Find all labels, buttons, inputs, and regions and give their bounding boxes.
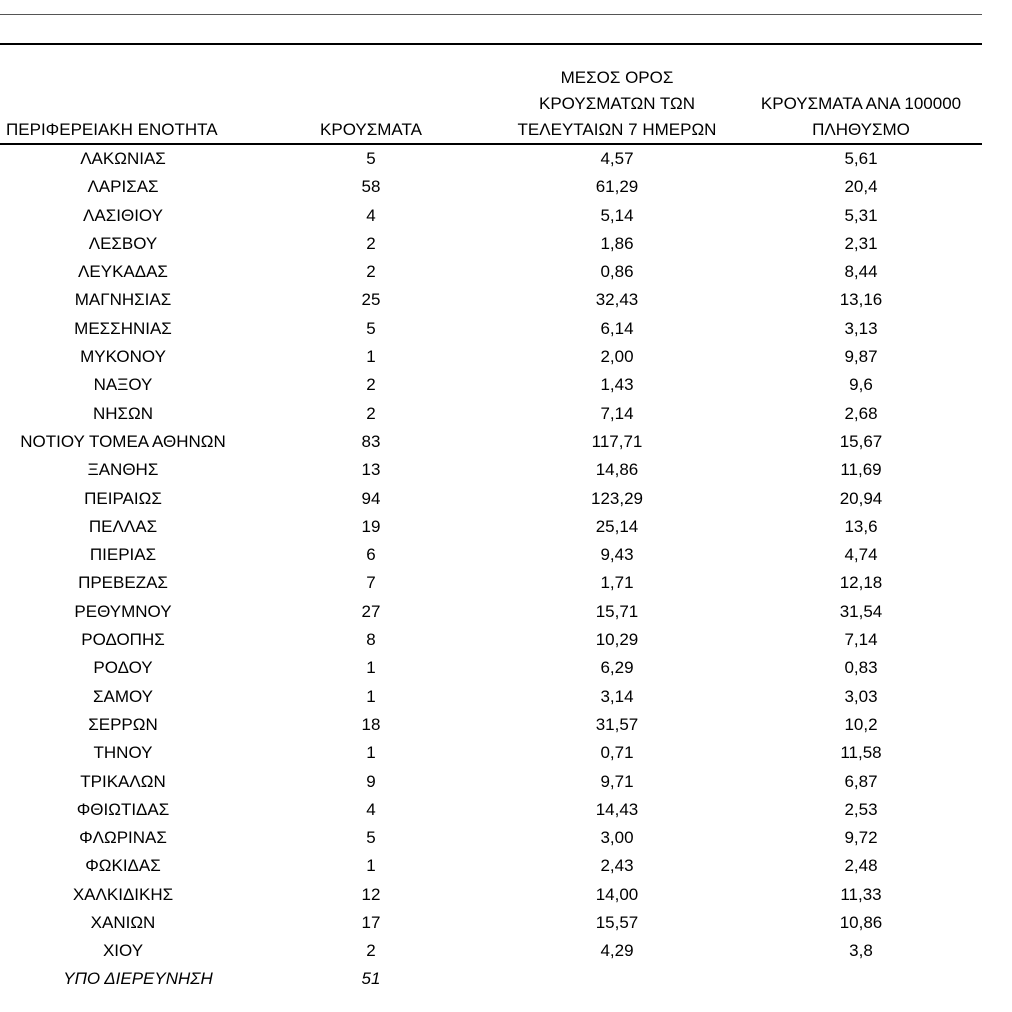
cell-avg: 25,14 bbox=[595, 516, 639, 536]
table-row-under-investigation bbox=[0, 965, 982, 993]
cell-cases: 17 bbox=[361, 913, 381, 933]
table-row bbox=[0, 230, 982, 258]
cell-cases: 5 bbox=[366, 828, 376, 848]
cell-cases: 2 bbox=[366, 233, 376, 253]
header-top-divider bbox=[0, 43, 982, 45]
cell-cases: 8 bbox=[366, 630, 376, 650]
cell-per100k: 4,74 bbox=[844, 545, 878, 565]
cell-region: ΤΡΙΚΑΛΩΝ bbox=[80, 771, 166, 791]
cell-region: ΝΗΣΩΝ bbox=[92, 403, 154, 423]
header-per100k-line-2: ΠΛΗΘΥΣΜΟ bbox=[812, 120, 910, 139]
cell-region: ΝΑΞΟΥ bbox=[93, 375, 153, 395]
cell-per100k: 3,8 bbox=[849, 941, 873, 961]
cell-region: ΧΙΟΥ bbox=[102, 941, 144, 961]
table-row bbox=[0, 768, 982, 796]
cell-per100k: 5,61 bbox=[844, 149, 878, 168]
cell-cases: 18 bbox=[361, 714, 381, 734]
table-row bbox=[0, 173, 982, 201]
cell-per100k: 7,14 bbox=[844, 630, 878, 650]
cell-per100k: 11,69 bbox=[840, 460, 882, 480]
cell-region: ΜΥΚΟΝΟΥ bbox=[80, 347, 166, 367]
cell-per100k: 10,2 bbox=[844, 714, 878, 734]
cell-region: ΡΟΔΟΥ bbox=[93, 658, 153, 678]
cell-avg: 1,86 bbox=[600, 233, 634, 253]
table-row bbox=[0, 400, 982, 428]
table-row bbox=[0, 428, 982, 456]
cell-region: ΧΑΝΙΩΝ bbox=[90, 913, 156, 933]
cell-avg: 15,71 bbox=[595, 601, 639, 621]
cell-cases: 4 bbox=[366, 205, 376, 225]
cell-avg: 6,14 bbox=[600, 318, 634, 338]
cell-region: ΜΕΣΣΗΝΙΑΣ bbox=[74, 318, 172, 338]
cell-per100k: 2,53 bbox=[844, 799, 878, 819]
cell-cases: 83 bbox=[361, 431, 381, 451]
cell-per100k: 13,6 bbox=[844, 516, 878, 536]
header-region: ΠΕΡΙΦΕΡΕΙΑΚΗ ΕΝΟΤΗΤΑ bbox=[6, 120, 218, 139]
cell-per100k: 0,83 bbox=[844, 658, 878, 678]
cell-avg: 14,00 bbox=[595, 884, 639, 904]
header-seven-day-average bbox=[497, 65, 737, 143]
cell-per100k: 2,68 bbox=[844, 403, 878, 423]
cell-per100k: 2,31 bbox=[844, 233, 878, 253]
cell-avg: 6,29 bbox=[600, 658, 634, 678]
cell-region: ΠΙΕΡΙΑΣ bbox=[89, 545, 157, 565]
cell-region: ΝΟΤΙΟΥ ΤΟΜΕΑ ΑΘΗΝΩΝ bbox=[20, 431, 226, 451]
cell-region: ΠΕΙΡΑΙΩΣ bbox=[84, 488, 162, 508]
header-avg-line-1: ΜΕΣΟΣ ΟΡΟΣ bbox=[560, 68, 674, 87]
cell-avg: 123,29 bbox=[591, 488, 643, 508]
cell-region: ΣΑΜΟΥ bbox=[92, 686, 154, 706]
cell-cases: 1 bbox=[366, 856, 376, 876]
cell-cases: 25 bbox=[361, 290, 381, 310]
cell-cases: 2 bbox=[366, 403, 376, 423]
cell-per100k: 6,87 bbox=[844, 771, 878, 791]
cell-avg: 14,43 bbox=[595, 799, 639, 819]
header-avg-line-3: ΤΕΛΕΥΤΑΙΩΝ 7 ΗΜΕΡΩΝ bbox=[517, 120, 717, 139]
cell-avg: 0,86 bbox=[600, 262, 634, 282]
cell-cases: 1 bbox=[366, 686, 376, 706]
table-body bbox=[0, 145, 982, 966]
cell-cases: 7 bbox=[366, 573, 376, 593]
table-row bbox=[0, 852, 982, 880]
cell-per100k: 5,31 bbox=[844, 205, 878, 225]
cell-cases: 12 bbox=[361, 884, 381, 904]
table-row bbox=[0, 824, 982, 852]
top-divider bbox=[0, 14, 982, 15]
header-cases-per-100k bbox=[735, 91, 987, 143]
cell-per100k: 9,6 bbox=[849, 375, 873, 395]
cell-avg: 2,43 bbox=[600, 856, 634, 876]
table-row bbox=[0, 202, 982, 230]
cell-region: ΥΠΟ ΔΙΕΡΕΥΝΗΣΗ bbox=[63, 969, 213, 988]
cell-per100k: 3,03 bbox=[844, 686, 878, 706]
cell-avg: 31,57 bbox=[595, 714, 639, 734]
cell-region: ΠΡΕΒΕΖΑΣ bbox=[78, 573, 168, 593]
cell-region: ΠΕΛΛΑΣ bbox=[88, 516, 158, 536]
cell-region: ΣΕΡΡΩΝ bbox=[88, 714, 158, 734]
table-row bbox=[0, 541, 982, 569]
cell-region: ΞΑΝΘΗΣ bbox=[87, 460, 159, 480]
cell-per100k: 10,86 bbox=[839, 913, 883, 933]
table-row bbox=[0, 286, 982, 314]
header-avg-line-2: ΚΡΟΥΣΜΑΤΩΝ ΤΩΝ bbox=[539, 94, 695, 113]
cell-region: ΦΩΚΙΔΑΣ bbox=[85, 856, 161, 876]
cell-cases: 2 bbox=[366, 262, 376, 282]
table-row bbox=[0, 937, 982, 965]
cell-cases: 19 bbox=[361, 516, 381, 536]
cell-cases: 5 bbox=[366, 318, 376, 338]
cell-cases: 6 bbox=[366, 545, 376, 565]
cell-avg: 14,86 bbox=[595, 460, 639, 480]
cell-cases: 1 bbox=[366, 743, 376, 763]
cell-cases: 58 bbox=[361, 177, 381, 197]
cell-avg: 117,71 bbox=[591, 431, 643, 451]
cell-per100k: 11,58 bbox=[840, 743, 882, 763]
table-row bbox=[0, 569, 982, 597]
table-row bbox=[0, 796, 982, 824]
cell-avg: 32,43 bbox=[595, 290, 639, 310]
cell-per100k: 13,16 bbox=[839, 290, 883, 310]
header-cases: ΚΡΟΥΣΜΑΤΑ bbox=[320, 120, 422, 139]
cell-region: ΦΛΩΡΙΝΑΣ bbox=[79, 828, 167, 848]
cell-avg: 2,00 bbox=[600, 347, 634, 367]
cell-cases: 1 bbox=[366, 658, 376, 678]
cell-region: ΜΑΓΝΗΣΙΑΣ bbox=[74, 290, 172, 310]
table-row bbox=[0, 881, 982, 909]
cell-per100k: 12,18 bbox=[839, 573, 883, 593]
cell-per100k: 15,67 bbox=[839, 431, 883, 451]
cell-avg: 1,43 bbox=[600, 375, 634, 395]
cell-avg: 3,14 bbox=[600, 686, 634, 706]
header-per100k-line-1: ΚΡΟΥΣΜΑΤΑ ΑΝΑ 100000 bbox=[760, 94, 962, 113]
cell-per100k: 3,13 bbox=[844, 318, 878, 338]
cell-region: ΛΕΥΚΑΔΑΣ bbox=[78, 262, 168, 282]
cell-avg: 5,14 bbox=[600, 205, 634, 225]
table-row bbox=[0, 654, 982, 682]
cell-avg: 9,71 bbox=[600, 771, 634, 791]
cell-per100k: 9,87 bbox=[844, 347, 878, 367]
table-row bbox=[0, 626, 982, 654]
table-row bbox=[0, 343, 982, 371]
cell-region: ΦΘΙΩΤΙΔΑΣ bbox=[76, 799, 170, 819]
table-row bbox=[0, 315, 982, 343]
table-row bbox=[0, 371, 982, 399]
cell-cases: 5 bbox=[366, 149, 376, 168]
cell-avg: 4,29 bbox=[600, 941, 634, 961]
table-row bbox=[0, 598, 982, 626]
cell-region: ΛΑΚΩΝΙΑΣ bbox=[80, 149, 166, 168]
cell-avg: 0,71 bbox=[600, 743, 634, 763]
table-row bbox=[0, 711, 982, 739]
cell-avg: 1,71 bbox=[600, 573, 634, 593]
table-row bbox=[0, 909, 982, 937]
cell-cases: 94 bbox=[361, 488, 381, 508]
cell-per100k: 9,72 bbox=[844, 828, 878, 848]
cell-region: ΛΑΡΙΣΑΣ bbox=[87, 177, 159, 197]
cell-per100k: 20,94 bbox=[839, 488, 883, 508]
cell-avg: 10,29 bbox=[595, 630, 639, 650]
cell-avg: 4,57 bbox=[600, 149, 634, 168]
cell-per100k: 2,48 bbox=[844, 856, 878, 876]
cell-per100k: 31,54 bbox=[839, 601, 883, 621]
table-row bbox=[0, 456, 982, 484]
cell-region: ΤΗΝΟΥ bbox=[93, 743, 153, 763]
cell-region: ΧΑΛΚΙΔΙΚΗΣ bbox=[72, 884, 174, 904]
cell-avg: 9,43 bbox=[600, 545, 634, 565]
cell-region: ΡΟΔΟΠΗΣ bbox=[81, 630, 165, 650]
cell-avg: 3,00 bbox=[600, 828, 634, 848]
cell-avg: 61,29 bbox=[595, 177, 639, 197]
table-row bbox=[0, 258, 982, 286]
cell-region: ΛΕΣΒΟΥ bbox=[88, 233, 158, 253]
cell-cases: 51 bbox=[361, 969, 381, 988]
cell-cases: 2 bbox=[366, 375, 376, 395]
cell-avg: 7,14 bbox=[600, 403, 634, 423]
table-row bbox=[0, 683, 982, 711]
cell-cases: 1 bbox=[366, 347, 376, 367]
cell-cases: 2 bbox=[366, 941, 376, 961]
cell-per100k: 20,4 bbox=[844, 177, 878, 197]
cell-per100k: 8,44 bbox=[844, 262, 878, 282]
cell-cases: 27 bbox=[361, 601, 381, 621]
cell-cases: 13 bbox=[361, 460, 381, 480]
table-row bbox=[0, 145, 982, 173]
cell-region: ΛΑΣΙΘΙΟΥ bbox=[83, 205, 163, 225]
cell-region: ΡΕΘΥΜΝΟΥ bbox=[74, 601, 172, 621]
cell-avg: 15,57 bbox=[595, 913, 639, 933]
table-row bbox=[0, 485, 982, 513]
cell-cases: 4 bbox=[366, 799, 376, 819]
cell-cases: 9 bbox=[366, 771, 376, 791]
table-row bbox=[0, 513, 982, 541]
cell-per100k: 11,33 bbox=[840, 884, 882, 904]
table-row bbox=[0, 739, 982, 767]
